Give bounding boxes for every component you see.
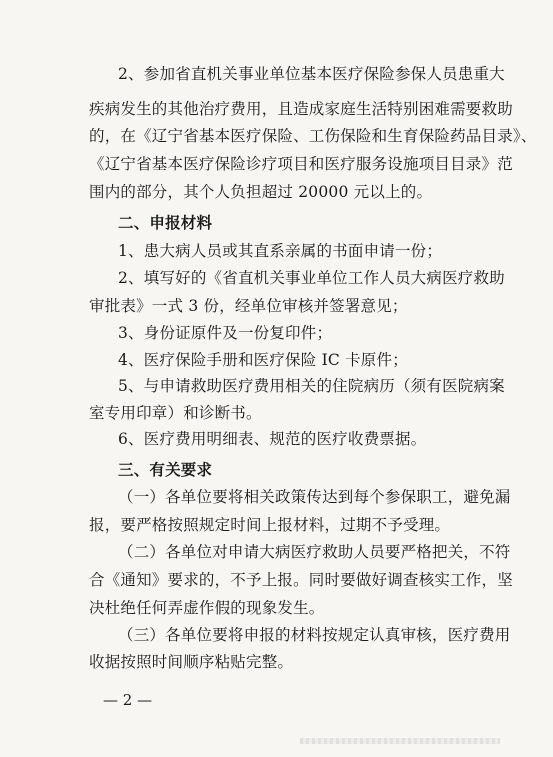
list-item: 5、与申请救助医疗费用相关的住院病历（须有医院病案 — [118, 377, 505, 395]
list-item: （三）各单位要将申报的材料按规定认真审核，医疗费用 — [118, 626, 511, 644]
paragraph-line: 2、参加省直机关事业单位基本医疗保险参保人员患重大 — [118, 65, 505, 83]
section-heading: 三、有关要求 — [118, 461, 213, 479]
list-item: 3、身份证原件及一份复印件； — [118, 324, 333, 342]
list-item: 1、患大病人员或其直系亲属的书面申请一份； — [118, 242, 443, 260]
list-item-continuation: 决杜绝任何弄虚作假的现象发生。 — [89, 599, 325, 617]
list-item-continuation: 合《通知》要求的，不予上报。同时要做好调查核实工作，坚 — [89, 571, 513, 589]
paragraph-line: 疾病发生的其他治疗费用，且造成家庭生活特别困难需要救助 — [89, 100, 513, 118]
paragraph-line: 围内的部分，其个人负担超过 20000 元以上的。 — [89, 183, 433, 201]
list-item: 4、医疗保险手册和医疗保险 IC 卡原件； — [118, 351, 408, 369]
paragraph-line: 的，在《辽宁省基本医疗保险、工伤保险和生育保险药品目录》、 — [89, 127, 537, 145]
list-item: （二）各单位对申请大病医疗救助人员要严格把关，不符 — [118, 543, 511, 561]
section-heading: 二、申报材料 — [118, 214, 213, 232]
paragraph-line: 《辽宁省基本医疗保险诊疗项目和医疗服务设施项目目录》范 — [89, 155, 513, 173]
scan-artifact — [300, 738, 500, 744]
list-item: 6、医疗费用明细表、规范的医疗收费票据。 — [118, 430, 427, 448]
page-number: — 2 — — [103, 691, 153, 709]
list-item: （一）各单位要将相关政策传达到每个参保职工，避免漏 — [118, 488, 511, 506]
list-item-continuation: 审批表》一式 3 份，经单位审核并签署意见； — [89, 297, 408, 315]
list-item-continuation: 收据按照时间顺序粘贴完整。 — [89, 653, 294, 671]
list-item: 2、填写好的《省直机关事业单位工作人员大病医疗救助 — [118, 269, 505, 287]
list-item-continuation: 报，要严格按照规定时间上报材料，过期不予受理。 — [89, 516, 451, 534]
list-item-continuation: 室专用印章）和诊断书。 — [89, 404, 262, 422]
